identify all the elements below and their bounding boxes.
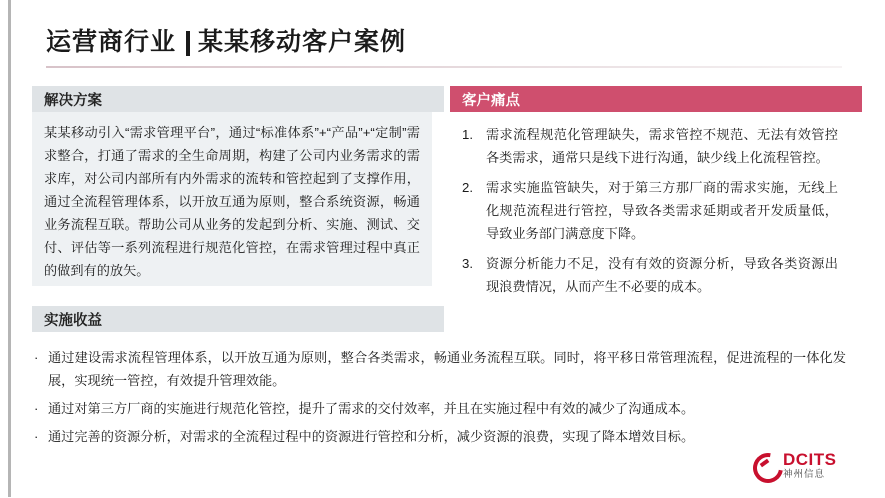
bullet-icon: · bbox=[34, 350, 39, 365]
list-item bbox=[34, 397, 846, 420]
list-item bbox=[462, 123, 838, 169]
bullet-icon: · bbox=[34, 401, 39, 416]
logo-mark-icon bbox=[751, 452, 779, 480]
benefits-panel bbox=[32, 306, 850, 456]
benefits-panel-header: 实施收益 bbox=[32, 306, 444, 332]
benefits-list bbox=[32, 332, 850, 448]
solution-panel bbox=[32, 86, 432, 286]
logo-chinese-name: 神州信息 bbox=[783, 469, 826, 480]
list-item bbox=[462, 252, 838, 298]
list-item-text: 通过对第三方厂商的实施进行规范化管控，提升了需求的交付效率，并且在实施过程中有效的减少了沟通成本。 bbox=[48, 401, 695, 416]
list-item bbox=[462, 176, 838, 245]
left-accent-bar bbox=[0, 0, 17, 498]
pain-points-list bbox=[450, 112, 850, 298]
title-underline bbox=[46, 66, 842, 68]
bullet-icon: · bbox=[34, 429, 39, 444]
page-title bbox=[46, 18, 846, 62]
list-item bbox=[34, 346, 846, 392]
list-item-text: 需求流程规范化管理缺失，需求管控不规范、无法有效管控各类需求，通常只是线下进行沟通，缺少线上化流程管控。 bbox=[486, 127, 838, 165]
list-item-text: 通过建设需求流程管理体系，以开放互通为原则，整合各类需求，畅通业务流程互联。同时，将平移日常管理流程，促进流程的一体化发展，实现统一管控，有效提升管理效能。 bbox=[48, 350, 846, 388]
title-separator-icon bbox=[186, 31, 190, 56]
list-item bbox=[34, 425, 846, 448]
pain-points-panel-header: 客户痛点 bbox=[450, 86, 862, 112]
logo-english-name: DCITS bbox=[783, 450, 837, 469]
page-title-main: 运营商行业 bbox=[46, 28, 177, 56]
list-item-text: 需求实施监管缺失，对于第三方那厂商的需求实施，无线上化规范流程进行管控，导致各类需求延期或者开发质量低，导致业务部门满意度下降。 bbox=[486, 180, 838, 241]
pain-points-panel bbox=[450, 86, 850, 318]
logo-text-group bbox=[783, 451, 837, 481]
list-item-text: 资源分析能力不足，没有有效的资源分析，导致各类资源出现浪费情况，从而产生不必要的成本。 bbox=[486, 256, 838, 294]
list-item-number: 1. bbox=[462, 127, 473, 142]
company-logo bbox=[751, 446, 869, 486]
solution-panel-body: 某某移动引入“需求管理平台”，通过“标准体系”+“产品”+“定制”需求整合，打通了需求的全生命周期，构建了公司内业务需求的需求库，对公司内部所有内外需求的流转和管控起到了支撑作用，通过全流程管理体系，以开放互通为原则，整合系统资源，畅通业务流程互联。帮助公司从业务的发起到分析、实施、测试、交付、评估等一系列流程进行规范化管控，在需求管理过程中真正的做到有的放矢。 bbox=[44, 125, 420, 278]
solution-panel-header: 解决方案 bbox=[32, 86, 444, 112]
list-item-number: 3. bbox=[462, 256, 473, 271]
list-item-number: 2. bbox=[462, 180, 473, 195]
list-item-text: 通过完善的资源分析，对需求的全流程过程中的资源进行管控和分析，减少资源的浪费，实现了降本增效目标。 bbox=[48, 429, 695, 444]
page-title-sub: 某某移动客户案例 bbox=[198, 28, 407, 56]
